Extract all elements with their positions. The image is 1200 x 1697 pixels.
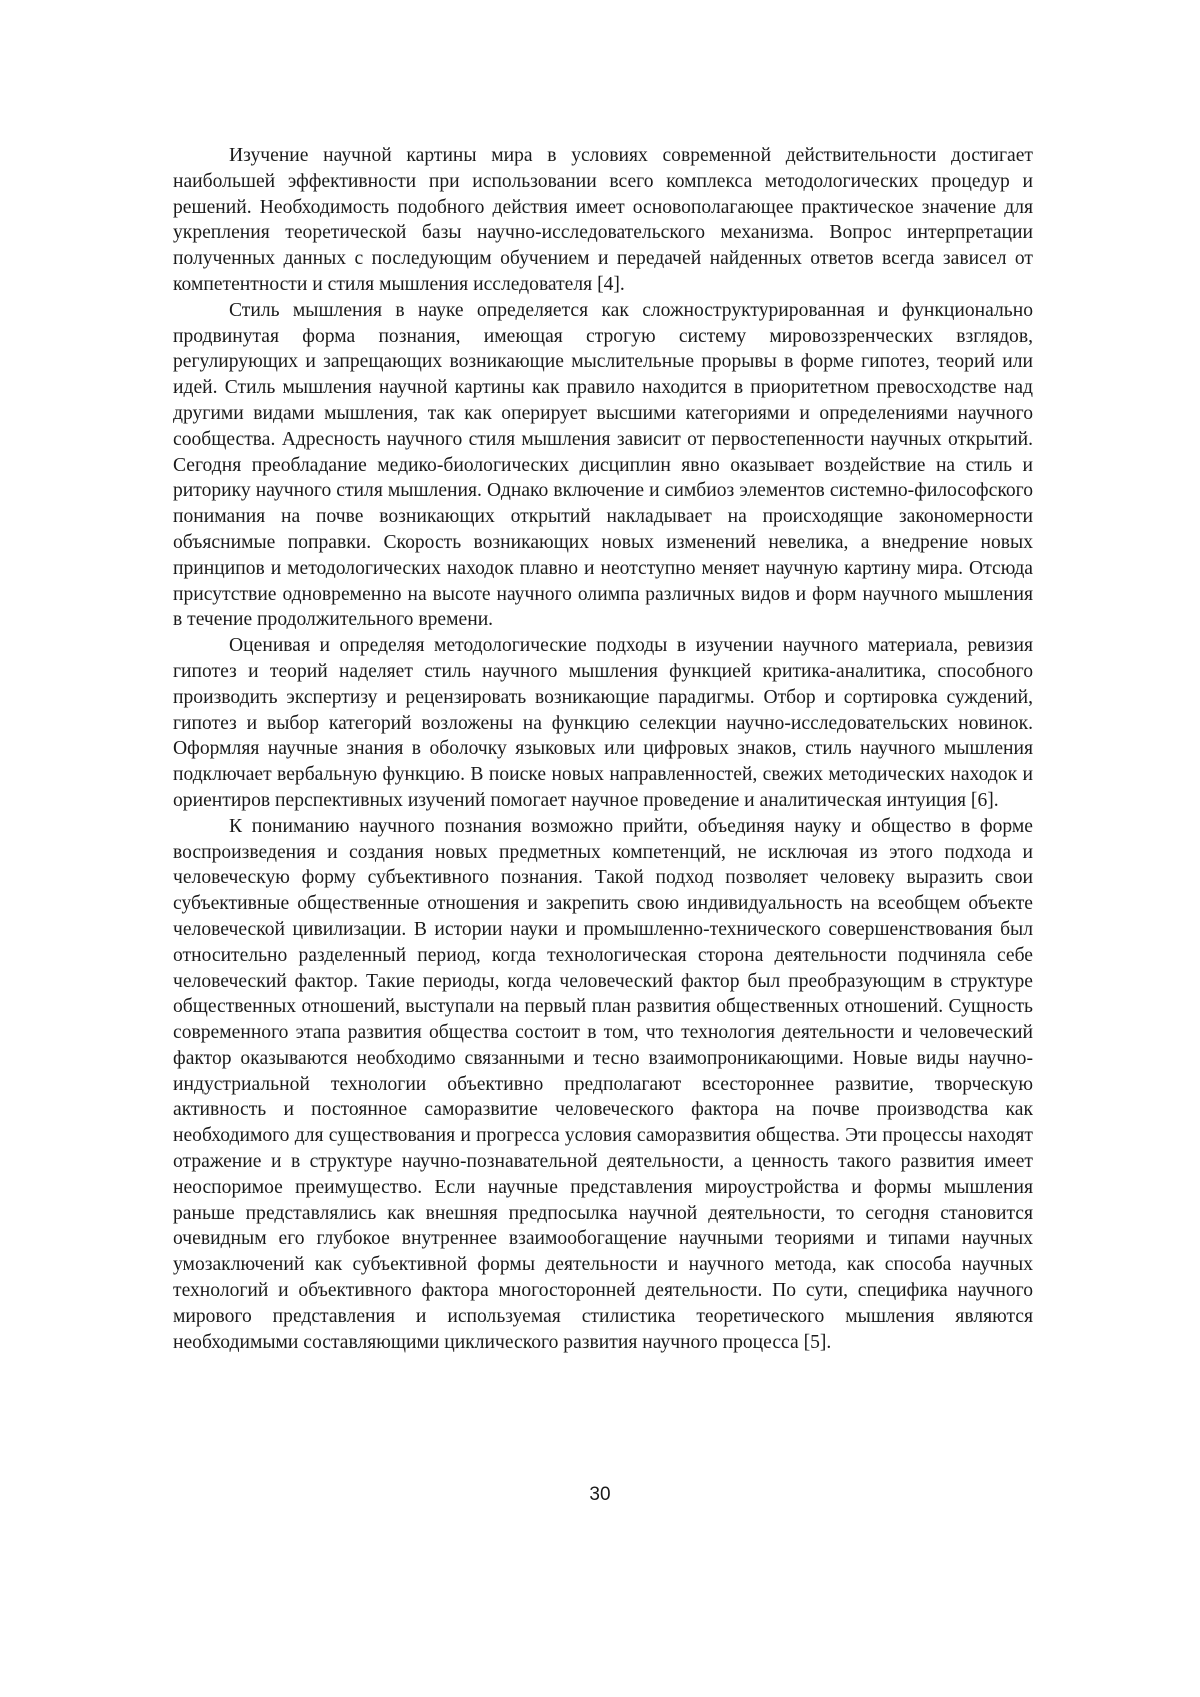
body-text — [173, 143, 1033, 1355]
document-page — [0, 0, 1200, 1697]
paragraph: Стиль мышления в науке определяется как сложноструктурированная и функционально продвинутая форма познания, имеющая строгую систему мировоззренческих взглядов, регулирующих и запрещающих возникающие мыслительные прорывы в форме гипотез, теорий или идей. Стиль мышления научной картины как правило находится в приоритетном превосходстве над другими видами мышления, так как оперирует высшими категориями и определениями научного сообщества. Адресность научного стиля мышления зависит от первостепенности научных открытий. Сегодня преобладание медико-биологических дисциплин явно оказывает воздействие на стиль и риторику научного стиля мышления. Однако включение и симбиоз элементов системно-философского понимания на почве возникающих открытий накладывает на происходящие закономерности объяснимые поправки. Скорость возникающих новых изменений невелика, а внедрение новых принципов и методологических находок плавно и неотступно меняет научную картину мира. Отсюда присутствие одновременно на высоте научного олимпа различных видов и форм научного мышления в течение продолжительного времени. — [173, 298, 1033, 633]
paragraph: К пониманию научного познания возможно прийти, объединяя науку и общество в форме воспроизведения и создания новых предметных компетенций, не исключая из этого подхода и человеческую форму субъективного познания. Такой подход позволяет человеку выразить свои субъективные общественные отношения и закрепить свою индивидуальность на всеобщем объекте человеческой цивилизации. В истории науки и промышленно-технического совершенствования был относительно разделенный период, когда технологическая сторона деятельности подчиняла себе человеческий фактор. Такие периоды, когда человеческий фактор был преобразующим в структуре общественных отношений, выступали на первый план развития общественных отношений. Сущность современного этапа развития общества состоит в том, что технология деятельности и человеческий фактор оказываются необходимо связанными и тесно взаимопроникающими. Новые виды научно-индустриальной технологии объективно предполагают всестороннее развитие, творческую активность и постоянное саморазвитие человеческого фактора на почве производства как необходимого для существования и прогресса условия саморазвития общества. Эти процессы находят отражение и в структуре научно-познавательной деятельности, а ценность такого развития имеет неоспоримое преимущество. Если научные представления мироустройства и формы мышления раньше представлялись как внешняя предпосылка научной деятельности, то сегодня становится очевидным его глубокое внутреннее взаимообогащение научными теориями и типами научных умозаключений как субъективной формы деятельности и научного метода, как способа научных технологий и объективного фактора многосторонней деятельности. По сути, специфика научного мирового представления и используемая стилистика теоретического мышления являются необходимыми составляющими циклического развития научного процесса [5]. — [173, 814, 1033, 1356]
page-number: 30 — [0, 1484, 1200, 1506]
paragraph: Изучение научной картины мира в условиях современной действительности достигает наибольшей эффективности при использовании всего комплекса методологических процедур и решений. Необходимость подобного действия имеет основополагающее практическое значение для укрепления теоретической базы научно-исследовательского механизма. Вопрос интерпретации полученных данных с последующим обучением и передачей найденных ответов всегда зависел от компетентности и стиля мышления исследователя [4]. — [173, 143, 1033, 298]
paragraph: Оценивая и определяя методологические подходы в изучении научного материала, ревизия гипотез и теорий наделяет стиль научного мышления функцией критика-аналитика, способного производить экспертизу и рецензировать возникающие парадигмы. Отбор и сортировка суждений, гипотез и выбор категорий возложены на функцию селекции научно-исследовательских новинок. Оформляя научные знания в оболочку языковых или цифровых знаков, стиль научного мышления подключает вербальную функцию. В поиске новых направленностей, свежих методических находок и ориентиров перспективных изучений помогает научное проведение и аналитическая интуиция [6]. — [173, 633, 1033, 814]
